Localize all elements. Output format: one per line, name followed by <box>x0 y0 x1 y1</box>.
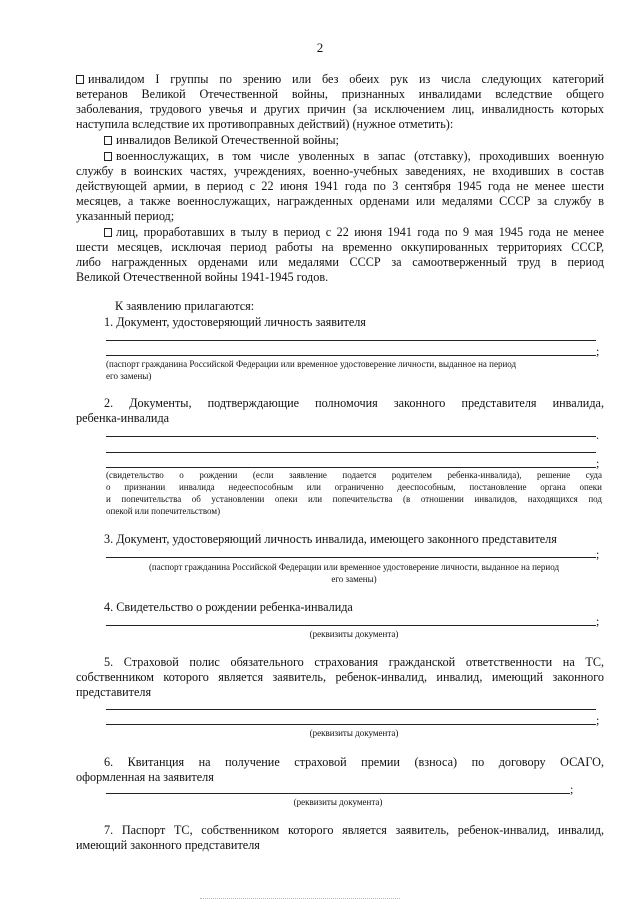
item-3-note-line-2: его замены) <box>331 574 377 584</box>
item-1-semicolon: ; <box>596 344 600 358</box>
option-3-line-4: месяцев, а также военнослужащих, награжденных орденами или медалями СССР за службу в <box>76 194 604 208</box>
item-5-fill-line-1[interactable] <box>106 709 596 710</box>
item-5-title-line-3: представителя <box>76 685 152 699</box>
item-6-note: (реквизиты документа) <box>293 797 383 807</box>
option-4-line-2: шести месяцев, исключая период работы на временно оккупированных территориях СССР, <box>76 240 604 254</box>
option-3-line-3: действующей армии, в период с 22 июня 1941 года по 3 сентября 1945 года не менее шести <box>76 179 604 193</box>
item-2-note-line-3: и попечительства об установлении опеки или попечительства (в отношении инвалидов, находящихся под <box>106 494 602 504</box>
checkbox-3[interactable] <box>104 152 112 161</box>
item-3-fill-line[interactable] <box>106 557 596 558</box>
item-1-note-line-2: его замены) <box>106 371 152 381</box>
option-1-line-3: заболевания, трудового увечья и других причин (за исключением лиц, инвалидность которых <box>76 102 604 116</box>
item-3-note-line-1: (паспорт гражданина Российской Федерации или временное удостоверение личности, выданное на период <box>148 562 560 572</box>
checkbox-4[interactable] <box>104 228 112 237</box>
option-4-line-3: либо награжденных орденами или медалями СССР за самоотверженный труд в период <box>76 255 604 269</box>
item-2-fill-line-3[interactable] <box>106 467 596 468</box>
item-2-note-line-4: опекой или попечительством) <box>106 506 221 516</box>
checkbox-1[interactable] <box>76 75 84 84</box>
item-2-note-line-2: о признании инвалида недееспособным или ограниченно дееспособным, постановление органа опеки <box>106 482 602 492</box>
option-3-line-2: службу в воинских частях, учреждениях, военно-учебных заведениях, не входивших в состав <box>76 164 604 178</box>
option-4-line-1: лиц, проработавших в тылу в период с 22 июня 1941 года по 9 мая 1945 года не менее <box>104 225 604 240</box>
item-2-title-line-1: 2. Документы, подтверждающие полномочия законного представителя инвалида, <box>104 396 604 410</box>
page-number: 2 <box>316 40 324 55</box>
item-5-note: (реквизиты документа) <box>309 728 399 738</box>
item-1-fill-line-2[interactable] <box>106 355 596 356</box>
item-5-fill-line-2[interactable] <box>106 724 596 725</box>
item-5-title-line-2: собственником которого является заявитель, ребенок-инвалид, инвалид, имеющий законного <box>76 670 604 684</box>
scan-artifact <box>200 898 400 902</box>
item-4-fill-line[interactable] <box>106 625 596 626</box>
item-4-note: (реквизиты документа) <box>309 629 399 639</box>
item-2-fill-line-2[interactable] <box>106 452 596 453</box>
option-1-line-4: наступила вследствие их противоправных действий) (нужное отметить): <box>76 117 454 131</box>
item-7-title-line-1: 7. Паспорт ТС, собственником которого является заявитель, ребенок-инвалид, инвалид, <box>104 823 604 837</box>
option-1-line-1: инвалидом I группы по зрению или без обеих рук из числа следующих категорий <box>76 72 604 87</box>
item-2-fill-line-1[interactable] <box>106 436 596 437</box>
item-2-title-line-2: ребенка-инвалида <box>76 411 170 425</box>
item-6-title-line-2: оформленная на заявителя <box>76 770 214 784</box>
item-2-note-line-1: (свидетельство о рождении (если заявление подается родителем ребенка-инвалида), решение суда <box>106 470 602 480</box>
item-7-title-line-2: имеющий законного представителя <box>76 838 260 852</box>
option-3-line-5: указанный период; <box>76 209 175 223</box>
item-4-title: 4. Свидетельство о рождении ребенка-инвалида <box>104 600 353 614</box>
checkbox-2[interactable] <box>104 136 112 145</box>
item-1-note-line-1: (паспорт гражданина Российской Федерации или временное удостоверение личности, выданное на период <box>106 359 517 369</box>
item-3-semicolon: ; <box>596 547 600 561</box>
item-1-fill-line-1[interactable] <box>106 340 596 341</box>
item-6-semicolon: ; <box>570 782 574 796</box>
item-2-semicolon: ; <box>596 456 600 470</box>
item-1-title: 1. Документ, удостоверяющий личность заявителя <box>104 315 366 329</box>
item-6-fill-line[interactable] <box>106 793 570 794</box>
item-5-semicolon: ; <box>596 713 600 727</box>
item-2-period: . <box>596 428 599 442</box>
attachments-heading: К заявлению прилагаются: <box>115 299 255 313</box>
item-3-title: 3. Документ, удостоверяющий личность инвалида, имеющего законного представителя <box>104 532 557 546</box>
option-3-line-1: военнослужащих, в том числе уволенных в запас (отставку), проходивших военную <box>104 149 604 164</box>
option-1-line-2: ветеранов Великой Отечественной войны, признанных инвалидами вследствие общего <box>76 87 604 101</box>
option-4-line-4: Великой Отечественной войны 1941-1945 годов. <box>76 270 329 284</box>
item-6-title-line-1: 6. Квитанция на получение страховой премии (взноса) по договору ОСАГО, <box>104 755 604 769</box>
option-2-line: инвалидов Великой Отечественной войны; <box>104 133 339 148</box>
item-4-semicolon: ; <box>596 614 600 628</box>
item-5-title-line-1: 5. Страховой полис обязательного страхования гражданской ответственности на ТС, <box>104 655 604 669</box>
